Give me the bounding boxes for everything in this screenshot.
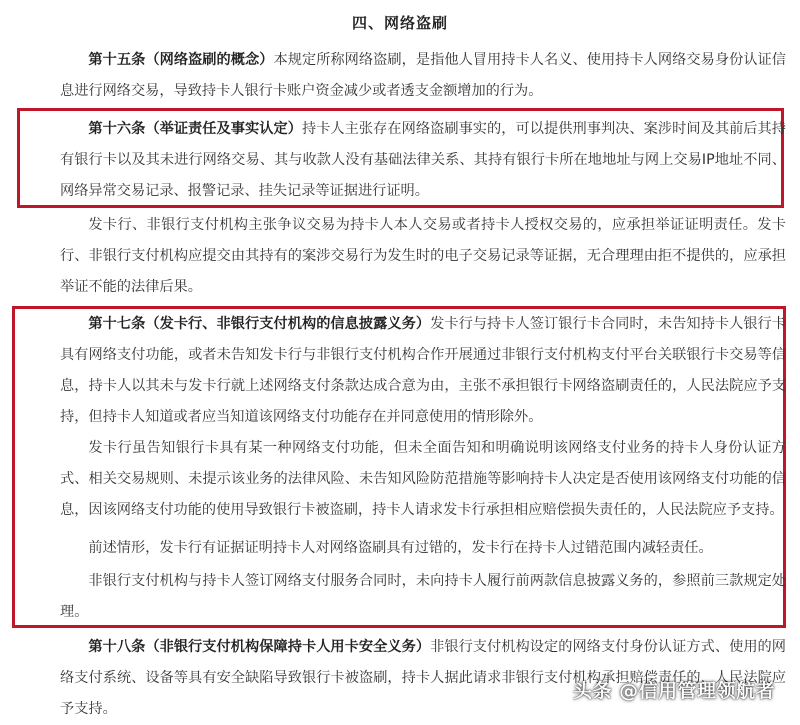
- article-16-title: 第十六条（举证责任及事实认定）: [88, 121, 302, 137]
- article-17: [60, 309, 786, 433]
- article-16-body: 持卡人主张存在网络盗刷事实的，可以提供刑事判决、案涉时间及其前后其持有银行卡以及其未进行网络交易、其与收款人没有基础法律关系、其持有银行卡所在地地址与网上交易IP地址不同、网络异常交易记录、报警记录、挂失记录等证据进行证明。: [60, 121, 786, 199]
- article-17-title: 第十七条（发卡行、非银行支付机构的信息披露义务）: [88, 316, 431, 332]
- article-17-paragraph-4: 非银行支付机构与持卡人签订网络支付服务合同时，未向持卡人履行前两款信息披露义务的，参照前三款规定处理。: [60, 573, 786, 620]
- article-18-body: 非银行支付机构设定的网络支付身份认证方式、使用的网络支付系统、设备等具有安全缺陷导致银行卡被盗刷，持卡人据此请求非银行支付机构承担赔偿责任的，人民法院应予支持。: [60, 639, 786, 717]
- source-watermark: 头条 @信用管理领航者: [573, 680, 776, 702]
- article-15: [60, 45, 786, 107]
- article-15-body: 本规定所称网络盗刷，是指他人冒用持卡人名义、使用持卡人网络交易身份认证信息进行网络交易，导致持卡人银行卡账户资金减少或者透支金额增加的行为。: [60, 52, 786, 99]
- article-17-body: 发卡行与持卡人签订银行卡合同时，未告知持卡人银行卡具有网络支付功能，或者未告知发卡行与非银行支付机构合作开展通过非银行支付机构支付平台关联银行卡交易等信息，持卡人以其未与发卡行就上述网络支付条款达成合意为由，主张不承担银行卡网络盗刷责任的，人民法院应予支持，但持卡人知道或者应当知道该网络支付功能存在并同意使用的情形除外。: [60, 316, 786, 425]
- section-heading: 四、网络盗刷: [351, 14, 448, 32]
- article-18-title: 第十八条（非银行支付机构保障持卡人用卡安全义务）: [88, 639, 431, 655]
- article-16-paragraph-2: 发卡行、非银行支付机构主张争议交易为持卡人本人交易或者持卡人授权交易的，应承担举证证明责任。发卡行、非银行支付机构应提交由其持有的案涉交易行为发生时的电子交易记录等证据，无合理理由拒不提供的，应承担举证不能的法律后果。: [60, 217, 786, 295]
- article-17-paragraph-2: 发卡行虽告知银行卡具有某一种网络支付功能，但未全面告知和明确说明该网络支付业务的持卡人身份认证方式、相关交易规则、未提示该业务的法律风险、未告知风险防范措施等影响持卡人决定是否使用该网络支付功能的信息，因该网络支付功能的使用导致银行卡被盗刷，持卡人请求发卡行承担相应赔偿损失责任的，人民法院应予支持。: [60, 440, 786, 518]
- article-17-paragraph-3: 前述情形，发卡行有证据证明持卡人对网络盗刷具有过错的，发卡行在持卡人过错范围内减轻责任。: [88, 540, 713, 556]
- article-15-title: 第十五条（网络盗刷的概念）: [88, 52, 274, 68]
- article-16: [60, 114, 786, 207]
